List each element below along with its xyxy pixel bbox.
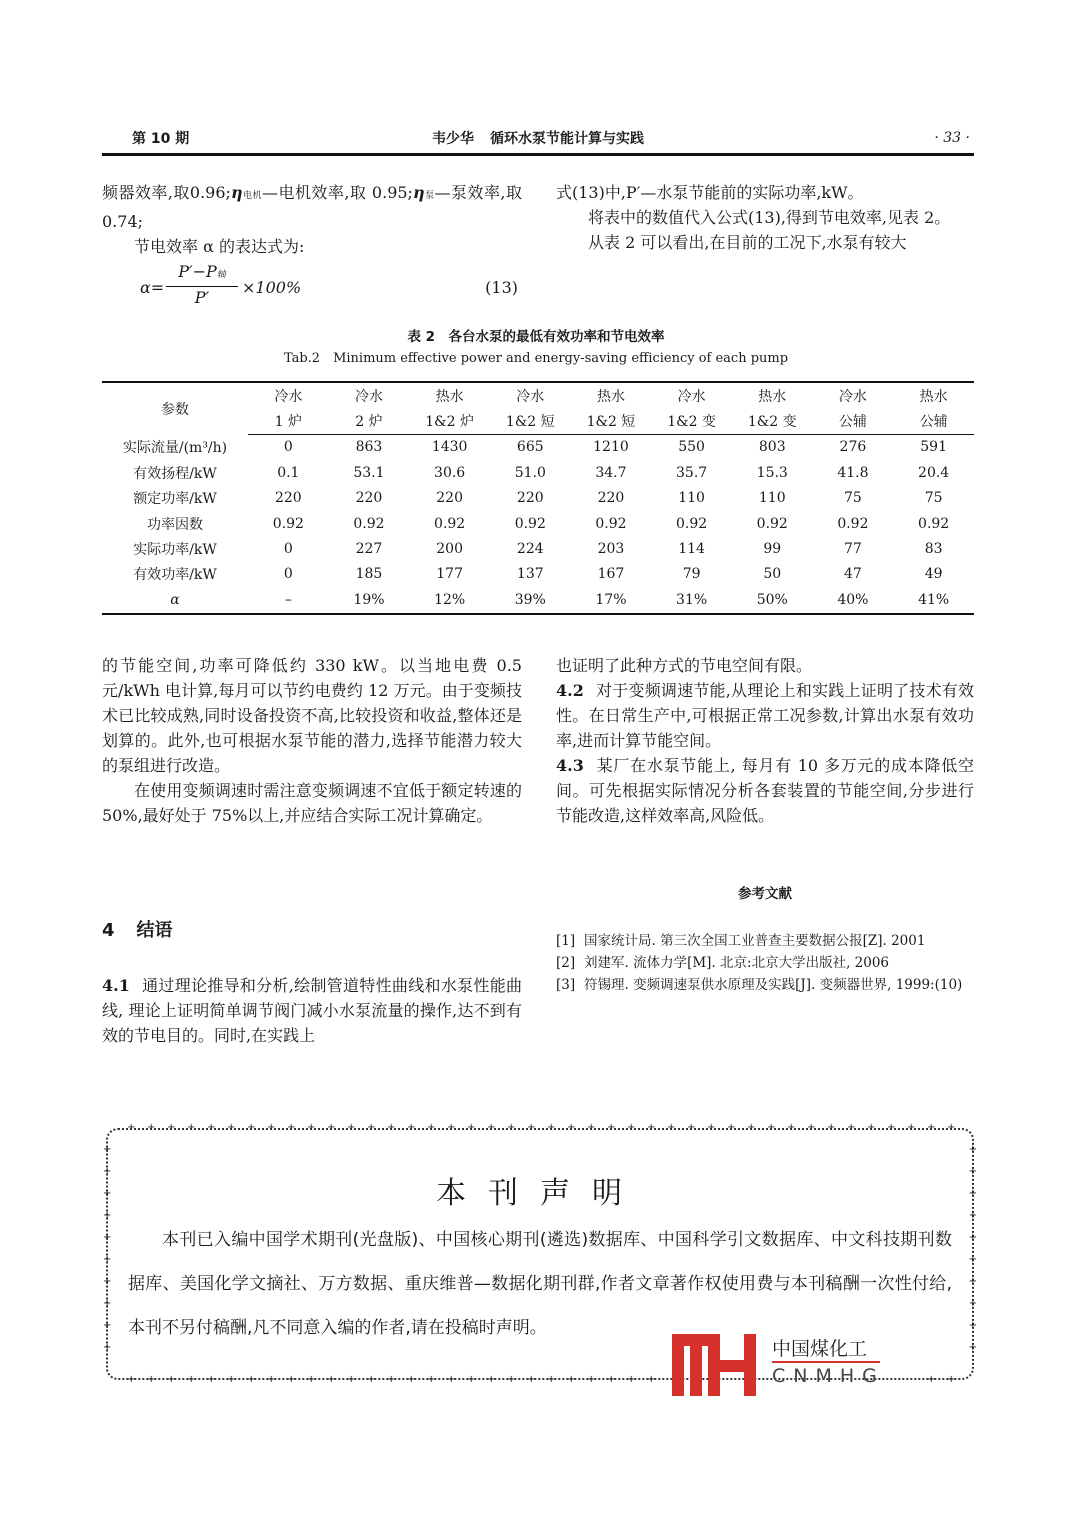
border-ornament: + bbox=[103, 1210, 112, 1221]
table-row bbox=[102, 460, 974, 485]
border-ornament: + bbox=[627, 1122, 636, 1133]
table-cell: 12% bbox=[434, 591, 466, 608]
reference-text: 国家统计局. 第三次全国工业普查主要数据公报[Z]. 2001 bbox=[584, 933, 926, 949]
reference-text: 符锡理. 变频调速泵供水原理及实践[J]. 变频器世界, 1999:(10) bbox=[584, 977, 963, 993]
border-ornament: + bbox=[547, 1374, 556, 1385]
border-ornament: + bbox=[507, 1374, 516, 1385]
table-cell: 41% bbox=[918, 591, 950, 608]
subsection-number: 4.1 bbox=[102, 976, 130, 995]
subsection-4-2 bbox=[556, 678, 974, 753]
subsection-text: 对于变频调速节能,从理论上和实践上证明了技术有效性。在日常生产中,可根据正常工况参数,计算出水泵有效功率,进而计算节能空间。 bbox=[556, 681, 974, 750]
border-ornament: + bbox=[187, 1122, 196, 1133]
table-cell: 17% bbox=[595, 591, 627, 608]
border-ornament: + bbox=[347, 1374, 356, 1385]
border-ornament: + bbox=[103, 1232, 112, 1243]
row-label: 实际功率/kW bbox=[133, 542, 217, 559]
section-heading bbox=[102, 916, 173, 942]
column-subheader: 1 炉 bbox=[248, 408, 329, 434]
border-ornament: + bbox=[807, 1122, 816, 1133]
header-rule bbox=[102, 153, 974, 156]
border-ornament: + bbox=[607, 1374, 616, 1385]
table-cell: – bbox=[284, 591, 292, 608]
column-subheader: 1&2 短 bbox=[571, 408, 652, 434]
border-ornament: + bbox=[567, 1374, 576, 1385]
table-cell: 220 bbox=[597, 490, 625, 507]
border-ornament: + bbox=[103, 1276, 112, 1287]
border-ornament: + bbox=[347, 1122, 356, 1133]
table-row bbox=[102, 486, 974, 511]
row-label: 有效功率/kW bbox=[133, 567, 217, 584]
numerator-text: P′−P bbox=[178, 262, 217, 281]
column-header: 热水 bbox=[596, 388, 625, 405]
border-ornament: + bbox=[267, 1374, 276, 1385]
border-ornament: + bbox=[103, 1342, 112, 1353]
border-ornament: + bbox=[207, 1122, 216, 1133]
table-cell: 0.1 bbox=[277, 464, 300, 481]
subsection-number: 4.3 bbox=[556, 756, 584, 775]
border-ornament: + bbox=[647, 1374, 656, 1385]
table-cell: 863 bbox=[355, 439, 383, 456]
border-ornament: + bbox=[827, 1122, 836, 1133]
text-span: —电机效率,取 0.95; bbox=[262, 183, 413, 202]
border-ornament: + bbox=[167, 1374, 176, 1385]
right-column-top bbox=[556, 180, 974, 255]
table-cell: 220 bbox=[516, 490, 544, 507]
border-ornament: + bbox=[727, 1122, 736, 1133]
eta-symbol: η bbox=[412, 183, 425, 202]
border-ornament: + bbox=[587, 1374, 596, 1385]
border-ornament: + bbox=[427, 1374, 436, 1385]
table-cell: 1430 bbox=[431, 439, 468, 456]
running-author: 韦少华 bbox=[432, 131, 474, 147]
table-cell: 0.92 bbox=[756, 515, 788, 532]
row-label: 有效扬程/kW bbox=[133, 465, 217, 482]
border-ornament: + bbox=[247, 1374, 256, 1385]
efficiency-definitions bbox=[102, 180, 522, 234]
table-cell: 276 bbox=[839, 439, 867, 456]
border-ornament: + bbox=[327, 1122, 336, 1133]
text-span: 频器效率,取0.96; bbox=[102, 183, 231, 202]
border-ornament: + bbox=[968, 1188, 977, 1199]
border-ornament: + bbox=[707, 1122, 716, 1133]
references-list bbox=[556, 930, 974, 996]
table-cell: 224 bbox=[516, 541, 544, 558]
border-ornament: + bbox=[467, 1122, 476, 1133]
border-ornament: + bbox=[447, 1122, 456, 1133]
page-number: · 33 · bbox=[934, 130, 970, 146]
border-ornament: + bbox=[427, 1122, 436, 1133]
table-cell: 50% bbox=[756, 591, 788, 608]
border-ornament: + bbox=[527, 1122, 536, 1133]
table-cell: 41.8 bbox=[837, 464, 869, 481]
notice-text: 本刊已入编中国学术期刊(光盘版)、中国核心期刊(遴选)数据库、中国科学引文数据库、中文科技期刊数据库、美国化学文摘社、万方数据、重庆维普—数据化期刊群,作者文章著作权使用费与本刊稿酬一次性付给,本刊不另付稿酬,凡不同意入编的作者,请在投稿时声明。 bbox=[128, 1230, 952, 1338]
param-header: 参数 bbox=[161, 401, 189, 418]
border-ornament: + bbox=[787, 1122, 796, 1133]
border-ornament: + bbox=[747, 1122, 756, 1133]
text-span: —泵效率,取0.74; bbox=[102, 183, 522, 231]
equation-number: (13) bbox=[485, 278, 518, 297]
formula-denominator: P′ bbox=[194, 288, 210, 307]
table-cell: 0.92 bbox=[676, 515, 708, 532]
table-cell: 50 bbox=[763, 566, 782, 583]
reference-number: [2] bbox=[556, 955, 576, 971]
eta-symbol: η bbox=[230, 183, 243, 202]
column-header: 热水 bbox=[919, 388, 948, 405]
paragraph: 式(13)中,P′—水泵节能前的实际功率,kW。 bbox=[556, 183, 864, 202]
table-cell: 0.92 bbox=[837, 515, 869, 532]
border-ornament: + bbox=[968, 1320, 977, 1331]
paragraph: 在使用变频调速时需注意变频调速不宜低于额定转速的 50%,最好处于 75%以上,并应结合实际工况计算确定。 bbox=[102, 781, 522, 825]
subsection-text: 某厂在水泵节能上, 每月有 10 多万元的成本降低空间。可先根据实际情况分析各套装置的节能空间,分步进行节能改造,这样效率高,风险低。 bbox=[556, 756, 974, 825]
mh-mark bbox=[672, 1334, 756, 1396]
reference-item bbox=[556, 974, 974, 996]
table-cell: 203 bbox=[597, 541, 625, 558]
border-ornament: + bbox=[487, 1374, 496, 1385]
pump-efficiency-table bbox=[102, 381, 974, 615]
table-cell: 110 bbox=[758, 490, 786, 507]
table-cell: 0.92 bbox=[434, 515, 466, 532]
column-subheader: 公辅 bbox=[813, 408, 894, 434]
table-cell: 110 bbox=[678, 490, 705, 507]
table-cell: 0 bbox=[283, 439, 293, 456]
table-cell: 0.92 bbox=[595, 515, 627, 532]
equation-13 bbox=[102, 261, 522, 313]
left-column-mid bbox=[102, 653, 522, 828]
running-title bbox=[302, 128, 774, 148]
border-ornament: + bbox=[127, 1374, 136, 1385]
table-row bbox=[102, 434, 974, 460]
table-cell: 0.92 bbox=[514, 515, 546, 532]
notice-body bbox=[128, 1218, 952, 1350]
table-cell: 39% bbox=[514, 591, 546, 608]
formula-lhs: α= bbox=[140, 278, 165, 297]
border-ornament: + bbox=[407, 1122, 416, 1133]
reference-number: [1] bbox=[556, 933, 576, 949]
border-ornament: + bbox=[147, 1122, 156, 1133]
border-ornament: + bbox=[103, 1298, 112, 1309]
border-ornament: + bbox=[867, 1122, 876, 1133]
column-header: 热水 bbox=[758, 388, 787, 405]
subsection-4-1 bbox=[102, 973, 522, 1048]
reference-item bbox=[556, 952, 974, 974]
table-cell: 220 bbox=[274, 490, 302, 507]
table-cell: 40% bbox=[837, 591, 869, 608]
border-ornament: + bbox=[227, 1374, 236, 1385]
table-cell: 47 bbox=[844, 566, 862, 583]
reference-item bbox=[556, 930, 974, 952]
formula-intro: 节电效率 α 的表达式为: bbox=[134, 237, 305, 256]
column-subheader: 2 炉 bbox=[329, 408, 410, 434]
column-header: 冷水 bbox=[354, 388, 383, 405]
table-cell: 20.4 bbox=[918, 464, 950, 481]
running-header bbox=[102, 126, 974, 154]
table-cell: 665 bbox=[516, 439, 544, 456]
border-ornament: + bbox=[103, 1188, 112, 1199]
column-header: 冷水 bbox=[838, 388, 867, 405]
border-ornament: + bbox=[887, 1122, 896, 1133]
table-cell: 30.6 bbox=[434, 464, 466, 481]
issue-number: 第 10 期 bbox=[132, 131, 190, 147]
paragraph: 将表中的数值代入公式(13),得到节电效率,见表 2。 bbox=[588, 208, 951, 227]
watermark-logo bbox=[672, 1334, 912, 1396]
border-ornament: + bbox=[968, 1254, 977, 1265]
border-ornament: + bbox=[187, 1374, 196, 1385]
table-cell: 550 bbox=[678, 439, 705, 456]
right-column-mid bbox=[556, 653, 974, 828]
column-header: 冷水 bbox=[274, 388, 303, 405]
formula-numerator bbox=[166, 261, 238, 286]
border-ornament: + bbox=[387, 1374, 396, 1385]
table-cell: 0 bbox=[283, 541, 293, 558]
row-label: 额定功率/kW bbox=[133, 491, 217, 508]
border-ornament: + bbox=[247, 1122, 256, 1133]
border-ornament: + bbox=[307, 1122, 316, 1133]
border-ornament: + bbox=[847, 1122, 856, 1133]
logo-name-cn: 中国煤化工 bbox=[772, 1338, 868, 1360]
table-cell: 220 bbox=[436, 490, 463, 507]
border-ornament: + bbox=[467, 1374, 476, 1385]
logo-bar bbox=[744, 1334, 756, 1396]
section-title: 结语 bbox=[136, 920, 173, 941]
border-ornament: + bbox=[968, 1342, 977, 1353]
border-ornament: + bbox=[647, 1122, 656, 1133]
column-header: 冷水 bbox=[516, 388, 545, 405]
table-row bbox=[102, 562, 974, 587]
border-ornament: + bbox=[367, 1122, 376, 1133]
border-ornament: + bbox=[587, 1122, 596, 1133]
border-ornament: + bbox=[547, 1122, 556, 1133]
border-ornament: + bbox=[307, 1374, 316, 1385]
table-cell: 53.1 bbox=[353, 464, 385, 481]
border-ornament: + bbox=[667, 1122, 676, 1133]
table-cell: 177 bbox=[436, 566, 463, 583]
left-column-top bbox=[102, 180, 522, 313]
running-article-title: 循环水泵节能计算与实践 bbox=[490, 131, 644, 147]
table-row bbox=[102, 511, 974, 536]
row-label: 实际流量/(m³/h) bbox=[122, 440, 228, 457]
column-subheader: 1&2 变 bbox=[651, 408, 732, 434]
border-ornament: + bbox=[968, 1276, 977, 1287]
table-cell: 19% bbox=[353, 591, 385, 608]
table-row bbox=[102, 536, 974, 561]
table-caption-en: Tab.2 Minimum effective power and energy-saving efficiency of each pump bbox=[283, 351, 789, 366]
table-cell: 1210 bbox=[593, 439, 629, 456]
column-subheader: 公辅 bbox=[893, 408, 974, 434]
border-ornament: + bbox=[907, 1122, 916, 1133]
logo-rule bbox=[772, 1361, 880, 1363]
border-ornament: + bbox=[968, 1298, 977, 1309]
table-cell: 591 bbox=[920, 439, 947, 456]
table-cell: 31% bbox=[676, 591, 708, 608]
column-header: 热水 bbox=[435, 388, 464, 405]
border-ornament: + bbox=[507, 1122, 516, 1133]
column-subheader: 1&2 炉 bbox=[409, 408, 490, 434]
subsection-text: 通过理论推导和分析,绘制管道特性曲线和水泵性能曲线, 理论上证明简单调节阀门减小水泵流量的操作,达不到有效的节电目的。同时,在实践上 bbox=[102, 976, 522, 1045]
table-cell: 0.92 bbox=[918, 515, 950, 532]
border-ornament: + bbox=[968, 1144, 977, 1155]
border-ornament: + bbox=[207, 1374, 216, 1385]
reference-number: [3] bbox=[556, 977, 576, 993]
table-cell: 803 bbox=[758, 439, 786, 456]
border-ornament: + bbox=[387, 1122, 396, 1133]
border-ornament: + bbox=[607, 1122, 616, 1133]
paragraph: 的节能空间,功率可降低约 330 kW。以当地电费 0.5 元/kWh 电计算,每月可以节约电费约 12 万元。由于变频技术已比较成熟,同时设备投资不高,比较投资和收益,整体还是划算的。此外,也可根据水泵节能的潜力,选择节能潜力较大的泵组进行改造。 bbox=[102, 656, 522, 775]
table-cell: 75 bbox=[924, 490, 943, 507]
table-cell: 35.7 bbox=[676, 464, 708, 481]
paragraph: 从表 2 可以看出,在目前的工况下,水泵有较大 bbox=[588, 233, 907, 252]
subsection-4-3 bbox=[556, 753, 974, 828]
table-cell: 227 bbox=[355, 541, 383, 558]
reference-text: 刘建军. 流体力学[M]. 北京:北京大学出版社, 2006 bbox=[584, 955, 890, 971]
border-ornament: + bbox=[227, 1122, 236, 1133]
border-ornament: + bbox=[267, 1122, 276, 1133]
table-cell: 51.0 bbox=[514, 464, 546, 481]
border-ornament: + bbox=[947, 1374, 956, 1385]
table-row bbox=[102, 587, 974, 613]
references-heading: 参考文献 bbox=[738, 886, 792, 902]
border-ornament: + bbox=[103, 1254, 112, 1265]
header-row-1 bbox=[102, 382, 974, 408]
border-ornament: + bbox=[367, 1374, 376, 1385]
border-ornament: + bbox=[103, 1166, 112, 1177]
table-cell: 114 bbox=[678, 541, 705, 558]
border-ornament: + bbox=[167, 1122, 176, 1133]
border-ornament: + bbox=[103, 1144, 112, 1155]
border-ornament: + bbox=[927, 1374, 936, 1385]
left-column-bottom bbox=[102, 973, 522, 1048]
table-cell: 167 bbox=[597, 566, 625, 583]
table-cell: 0.92 bbox=[272, 515, 304, 532]
border-ornament: + bbox=[767, 1122, 776, 1133]
border-ornament: + bbox=[968, 1166, 977, 1177]
table-cell: 15.3 bbox=[756, 464, 788, 481]
mh-logo-icon bbox=[672, 1334, 768, 1396]
table-cell: 77 bbox=[844, 541, 862, 558]
row-label: 功率因数 bbox=[147, 516, 203, 533]
row-label: α bbox=[170, 591, 180, 608]
border-ornament: + bbox=[127, 1122, 136, 1133]
paragraph: 也证明了此种方式的节电空间有限。 bbox=[556, 656, 813, 675]
table-cell: 0 bbox=[283, 566, 293, 583]
column-subheader: 1&2 变 bbox=[732, 408, 813, 434]
border-ornament: + bbox=[927, 1122, 936, 1133]
border-ornament: + bbox=[968, 1210, 977, 1221]
border-ornament: + bbox=[147, 1374, 156, 1385]
subsection-number: 4.2 bbox=[556, 681, 584, 700]
table-cell: 49 bbox=[924, 566, 943, 583]
table-cell: 99 bbox=[763, 541, 782, 558]
table-cell: 34.7 bbox=[595, 464, 627, 481]
border-ornament: + bbox=[687, 1122, 696, 1133]
formula-multiplier: ×100% bbox=[242, 278, 302, 297]
table-cell: 83 bbox=[924, 541, 943, 558]
logo-bar bbox=[690, 1334, 702, 1396]
column-header: 冷水 bbox=[677, 388, 706, 405]
table-cell: 0.92 bbox=[353, 515, 385, 532]
table-cell: 185 bbox=[355, 566, 383, 583]
notice-title: 本刊声明 bbox=[436, 1176, 644, 1211]
border-ornament: + bbox=[103, 1320, 112, 1331]
subscript: 电机 bbox=[242, 191, 262, 201]
border-ornament: + bbox=[567, 1122, 576, 1133]
logo-name-en: CNMHG bbox=[772, 1365, 885, 1387]
table-body bbox=[102, 434, 974, 613]
table-cell: 79 bbox=[682, 566, 701, 583]
section-number: 4 bbox=[102, 920, 115, 941]
column-subheader: 1&2 短 bbox=[490, 408, 571, 434]
border-ornament: + bbox=[407, 1374, 416, 1385]
table-cell: 200 bbox=[436, 541, 463, 558]
table-caption-cn: 表 2 各台水泵的最低有效功率和节电效率 bbox=[407, 329, 665, 345]
border-ornament: + bbox=[487, 1122, 496, 1133]
formula-fraction bbox=[166, 261, 238, 309]
border-ornament: + bbox=[947, 1122, 956, 1133]
table-cell: 220 bbox=[355, 490, 383, 507]
border-ornament: + bbox=[968, 1232, 977, 1243]
border-ornament: + bbox=[527, 1374, 536, 1385]
subscript: 泵 bbox=[424, 191, 435, 201]
border-ornament: + bbox=[287, 1122, 296, 1133]
table-cell: 75 bbox=[844, 490, 862, 507]
border-ornament: + bbox=[447, 1374, 456, 1385]
subscript: 轴 bbox=[216, 270, 226, 280]
border-ornament: + bbox=[627, 1374, 636, 1385]
border-ornament: + bbox=[327, 1374, 336, 1385]
table-cell: 137 bbox=[516, 566, 544, 583]
border-ornament: + bbox=[287, 1374, 296, 1385]
